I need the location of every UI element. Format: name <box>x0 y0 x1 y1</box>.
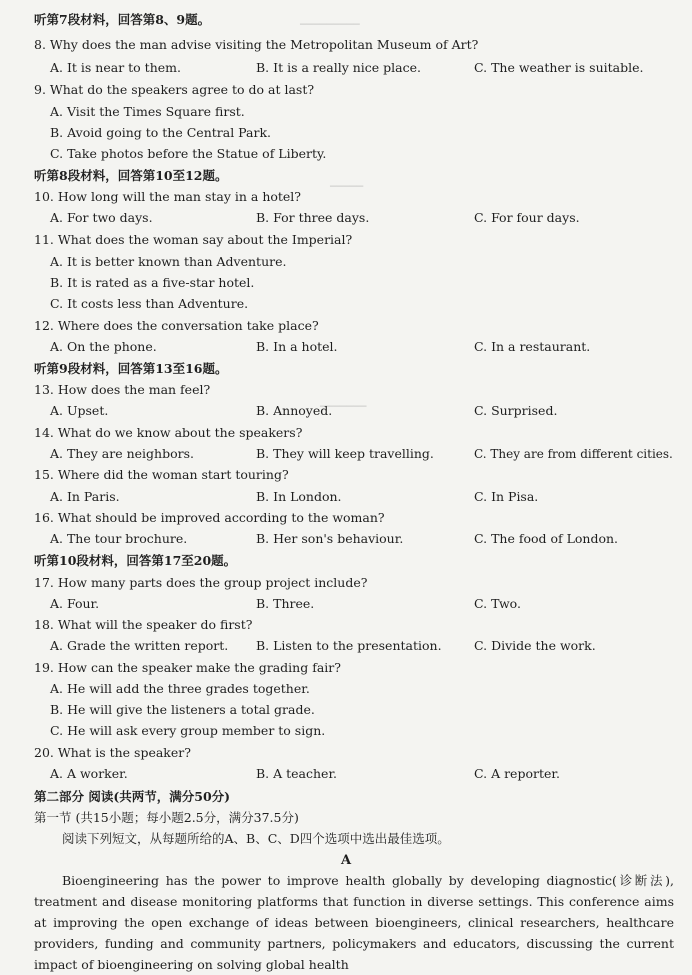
section-header: 听第7段材料，回答第8、9题。 <box>34 12 211 27</box>
bleed-through-mark: ───── <box>330 180 364 193</box>
section-title: 第一节 (共15小题；每小题2.5分，满分37.5分) <box>34 810 299 825</box>
q18-option-b: B. Listen to the presentation. <box>256 638 442 653</box>
q9-option-a: A. Visit the Times Square first. <box>50 104 245 119</box>
question-19-stem: 19. How can the speaker make the grading fair? <box>34 660 341 675</box>
q19-option-b: B. He will give the listeners a total grade. <box>50 702 315 717</box>
reading-instruction: 阅读下列短文，从每题所给的A、B、C、D四个选项中选出最佳选项。 <box>62 831 450 846</box>
question-14-stem: 14. What do we know about the speakers? <box>34 425 303 440</box>
section-header: 听第8段材料，回答第10至12题。 <box>34 168 228 183</box>
q19-option-c: C. He will ask every group member to sign. <box>50 723 326 738</box>
question-11-stem: 11. What does the woman say about the Imperial? <box>34 232 353 247</box>
question-18-stem: 18. What will the speaker do first? <box>34 617 253 632</box>
q17-option-a: A. Four. <box>50 596 100 611</box>
q13-option-b: B. Annoyed. <box>256 403 333 418</box>
q19-option-a: A. He will add the three grades together. <box>50 681 310 696</box>
q11-option-b: B. It is rated as a five-star hotel. <box>50 275 255 290</box>
q20-option-c: C. A reporter. <box>474 766 560 781</box>
passage-text: Bioengineering has the power to improve health globally by developing diagnostic(诊断法), treatment and disease monitoring platforms that function in diverse settings. This conference aims at improving the open exchange of ideas between bioengineers, clinical researchers, healthcare providers, funding and community partners, policymakers and educators, discussing the current impact of bioengineering on solving global health <box>34 873 674 972</box>
passage-label: A <box>340 853 352 868</box>
q13-option-a: A. Upset. <box>50 403 109 418</box>
q18-option-c: C. Divide the work. <box>474 638 596 653</box>
question-13-stem: 13. How does the man feel? <box>34 382 211 397</box>
q14-option-a: A. They are neighbors. <box>50 446 194 461</box>
question-12-stem: 12. Where does the conversation take place? <box>34 318 319 333</box>
question-9-stem: 9. What do the speakers agree to do at last? <box>34 82 315 97</box>
q9-option-b: B. Avoid going to the Central Park. <box>50 125 271 140</box>
question-15-stem: 15. Where did the woman start touring? <box>34 467 289 482</box>
q12-option-a: A. On the phone. <box>50 339 157 354</box>
q11-option-a: A. It is better known than Adventure. <box>50 254 287 269</box>
q14-option-c: C. They are from different cities. <box>474 447 673 461</box>
q10-option-b: B. For three days. <box>256 210 370 225</box>
section-header: 听第9段材料，回答第13至16题。 <box>34 361 228 376</box>
q10-option-c: C. For four days. <box>474 210 580 225</box>
q16-option-c: C. The food of London. <box>474 531 619 546</box>
q13-option-c: C. Surprised. <box>474 403 558 418</box>
q11-option-c: C. It costs less than Adventure. <box>50 296 249 311</box>
section-header: 听第10段材料，回答第17至20题。 <box>34 553 237 568</box>
q20-option-a: A. A worker. <box>50 766 128 781</box>
question-10-stem: 10. How long will the man stay in a hotel? <box>34 189 302 204</box>
q12-option-b: B. In a hotel. <box>256 339 338 354</box>
q18-option-a: A. Grade the written report. <box>50 638 229 653</box>
part-title: 第二部分 阅读(共两节，满分50分) <box>34 789 231 804</box>
q15-option-b: B. In London. <box>256 489 342 504</box>
q10-option-a: A. For two days. <box>50 210 153 225</box>
q17-option-c: C. Two. <box>474 596 521 611</box>
question-16-stem: 16. What should be improved according to the woman? <box>34 510 385 525</box>
bleed-through-mark: ─────── <box>320 400 367 413</box>
q8-option-c: C. The weather is suitable. <box>474 60 644 75</box>
q17-option-b: B. Three. <box>256 596 315 611</box>
question-8-stem: 8. Why does the man advise visiting the Metropolitan Museum of Art? <box>34 37 479 52</box>
q16-option-b: B. Her son's behaviour. <box>256 531 404 546</box>
q16-option-a: A. The tour brochure. <box>50 531 188 546</box>
q8-option-b: B. It is a really nice place. <box>256 60 421 75</box>
q8-option-a: A. It is near to them. <box>50 60 181 75</box>
question-20-stem: 20. What is the speaker? <box>34 745 191 760</box>
question-17-stem: 17. How many parts does the group project include? <box>34 575 368 590</box>
q12-option-c: C. In a restaurant. <box>474 339 591 354</box>
q14-option-b: B. They will keep travelling. <box>256 446 434 461</box>
q15-option-a: A. In Paris. <box>50 489 120 504</box>
q15-option-c: C. In Pisa. <box>474 489 539 504</box>
q20-option-b: B. A teacher. <box>256 766 338 781</box>
bleed-through-mark: ───────── <box>300 18 360 31</box>
q9-option-c: C. Take photos before the Statue of Liberty. <box>50 146 327 161</box>
